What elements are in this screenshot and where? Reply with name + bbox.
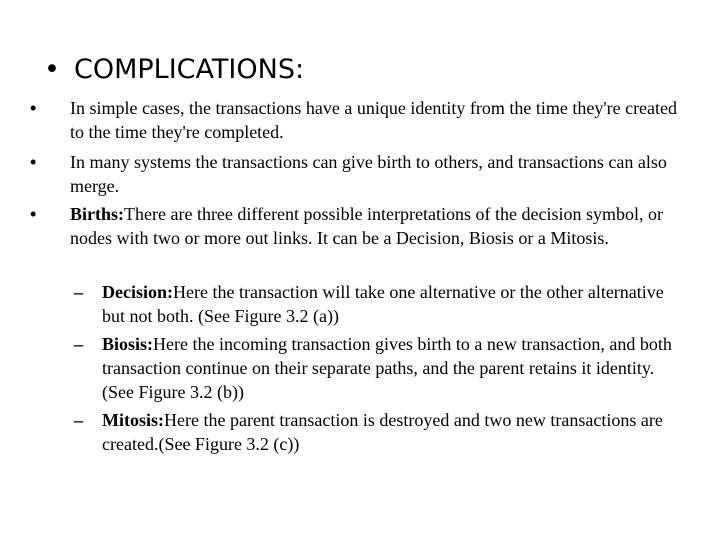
bullet-text: In many systems the transactions can give birth to others, and transactions can also merge.	[70, 152, 667, 196]
bullet-item-simple-cases	[30, 96, 690, 144]
subbullet-lead-mitosis: Mitosis:	[102, 410, 164, 430]
subbullet-dash: –	[74, 282, 83, 302]
subbullet-item-biosis	[74, 332, 682, 404]
subbullet-item-decision	[74, 280, 682, 328]
heading-bullet: •	[44, 54, 60, 85]
bullet-item-births	[30, 202, 690, 250]
bullet-marker: •	[30, 152, 37, 172]
subbullet-text: Here the parent transaction is destroyed and two new transactions are created.(See Figure 3.2 (c))	[102, 410, 663, 454]
bullet-marker: •	[30, 204, 37, 224]
subbullet-dash: –	[74, 334, 83, 354]
bullet-marker: •	[30, 98, 37, 118]
subbullet-text: Here the transaction will take one alternative or the other alternative but not both. (See Figure 3.2 (a))	[102, 282, 664, 326]
bullet-item-many-systems	[30, 150, 690, 198]
bullet-text: There are three different possible interpretations of the decision symbol, or nodes with two or more out links. It can be a Decision, Biosis or a Mitosis.	[70, 204, 663, 248]
bullet-lead-births: Births:	[70, 204, 124, 224]
subbullet-item-mitosis	[74, 408, 682, 456]
heading-text: COMPLICATIONS:	[74, 54, 305, 85]
subbullet-lead-decision: Decision:	[102, 282, 173, 302]
subbullet-text: Here the incoming transaction gives birth to a new transaction, and both transaction continue on their separate paths, and the parent retains it identity. (See Figure 3.2 (b))	[102, 334, 672, 402]
slide-heading	[44, 54, 304, 85]
subbullet-lead-biosis: Biosis:	[102, 334, 154, 354]
subbullet-dash: –	[74, 410, 83, 430]
bullet-text: In simple cases, the transactions have a unique identity from the time they're created to the time they're completed.	[70, 98, 678, 142]
